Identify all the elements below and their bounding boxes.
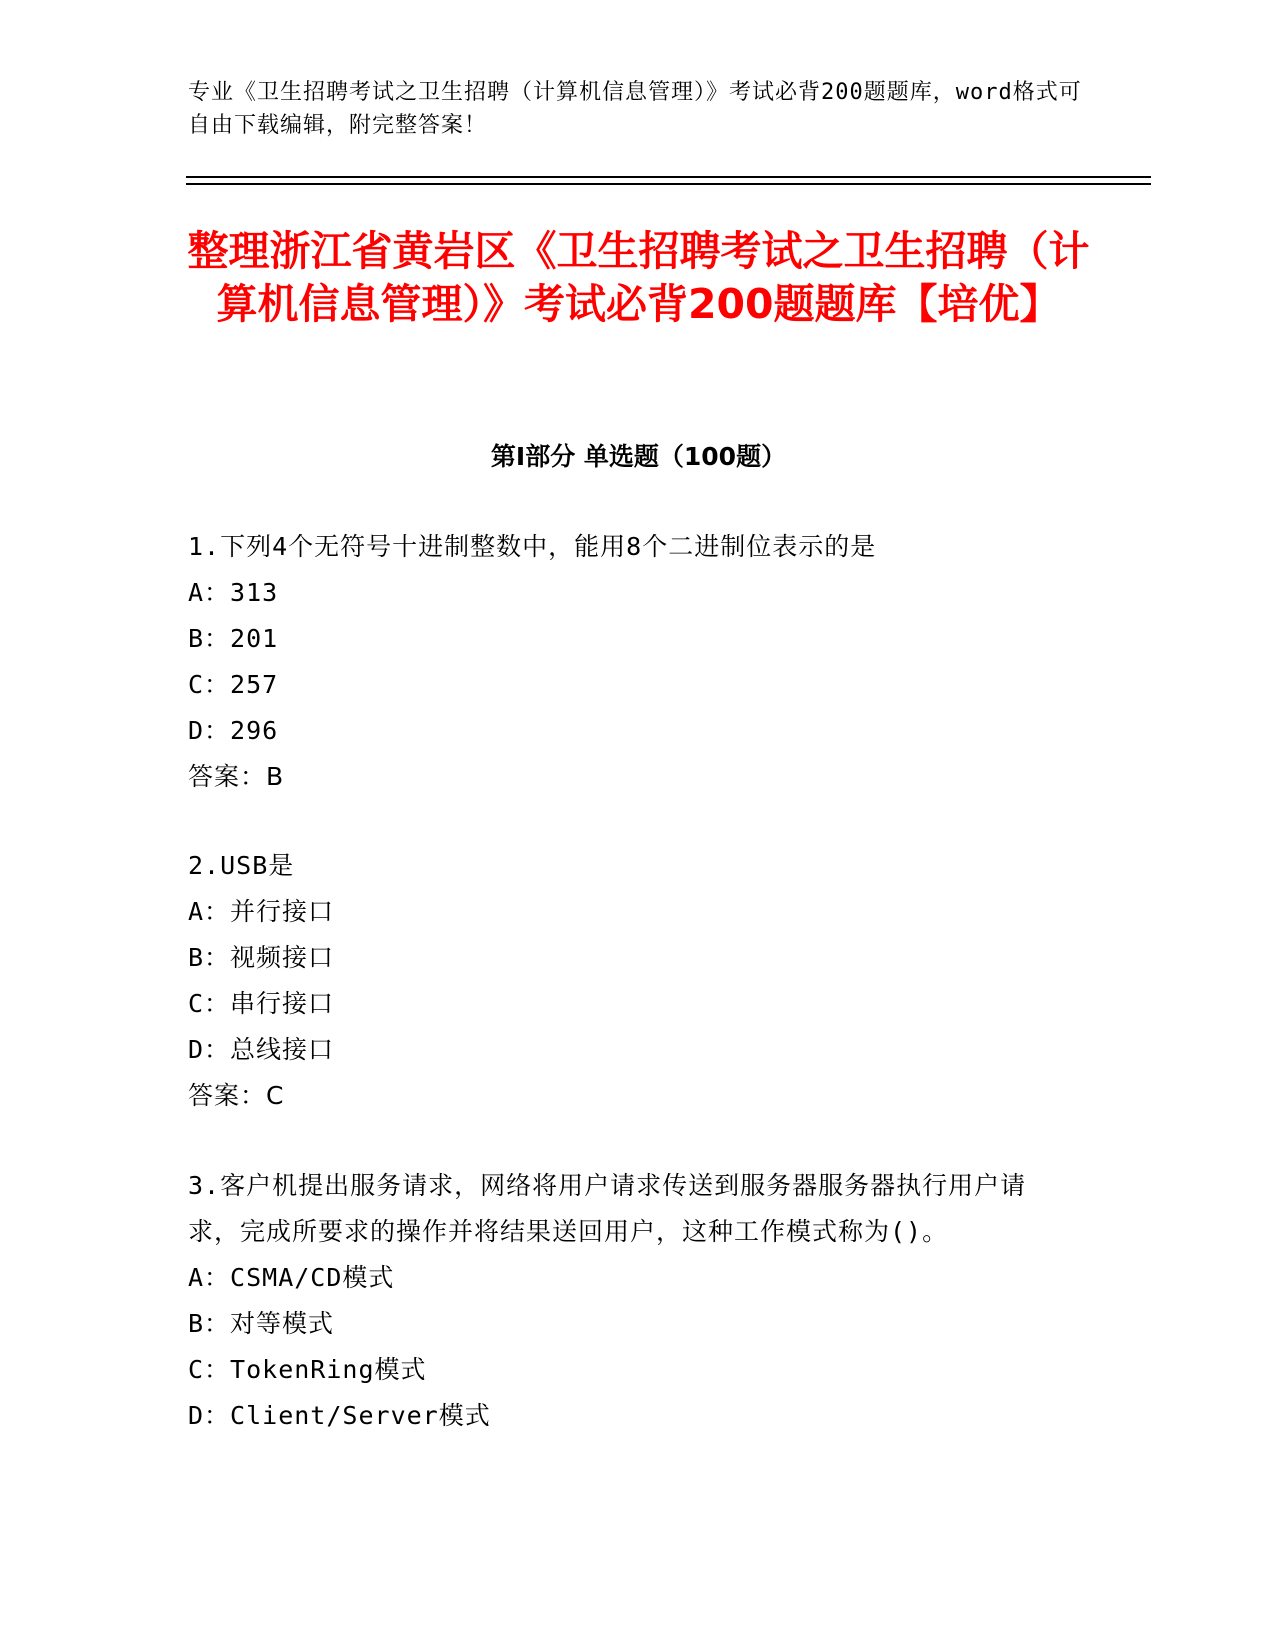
option-b: B：201 (188, 624, 279, 653)
question-block (188, 1163, 1068, 1439)
option-c: C：串行接口 (188, 989, 335, 1018)
answer-line: 答案：B (188, 762, 285, 791)
section-heading: 第Ⅰ部分 单选题（100题） (490, 442, 787, 471)
option-d: D：总线接口 (188, 1035, 335, 1064)
question-block (188, 843, 1068, 1119)
option-c: C：257 (188, 670, 279, 699)
option-a: A：并行接口 (188, 897, 335, 926)
option-b: B：对等模式 (188, 1309, 335, 1338)
document-title: 整理浙江省黄岩区《卫生招聘考试之卫生招聘（计算机信息管理）》考试必背200题题库【培优】 (187, 227, 1090, 328)
option-a: A：313 (188, 578, 279, 607)
option-d: D：Client/Server模式 (188, 1401, 491, 1430)
answer-line: 答案：C (188, 1081, 285, 1110)
header-divider-bottom (186, 183, 1151, 185)
header-note: 专业《卫生招聘考试之卫生招聘（计算机信息管理）》考试必背200题题库，word格式可自由下载编辑，附完整答案！ (188, 80, 1082, 138)
question-stem: 1.下列4个无符号十进制整数中，能用8个二进制位表示的是 (188, 532, 877, 561)
header-divider-top (186, 176, 1151, 178)
option-c: C：TokenRing模式 (188, 1355, 427, 1384)
question-stem: 2.USB是 (188, 851, 295, 880)
question-stem: 3.客户机提出服务请求，网络将用户请求传送到服务器服务器执行用户请求，完成所要求的操作并将结果送回用户，这种工作模式称为()。 (188, 1171, 1027, 1246)
option-a: A：CSMA/CD模式 (188, 1263, 395, 1292)
question-block (188, 524, 1068, 800)
option-b: B：视频接口 (188, 943, 335, 972)
option-d: D：296 (188, 716, 279, 745)
